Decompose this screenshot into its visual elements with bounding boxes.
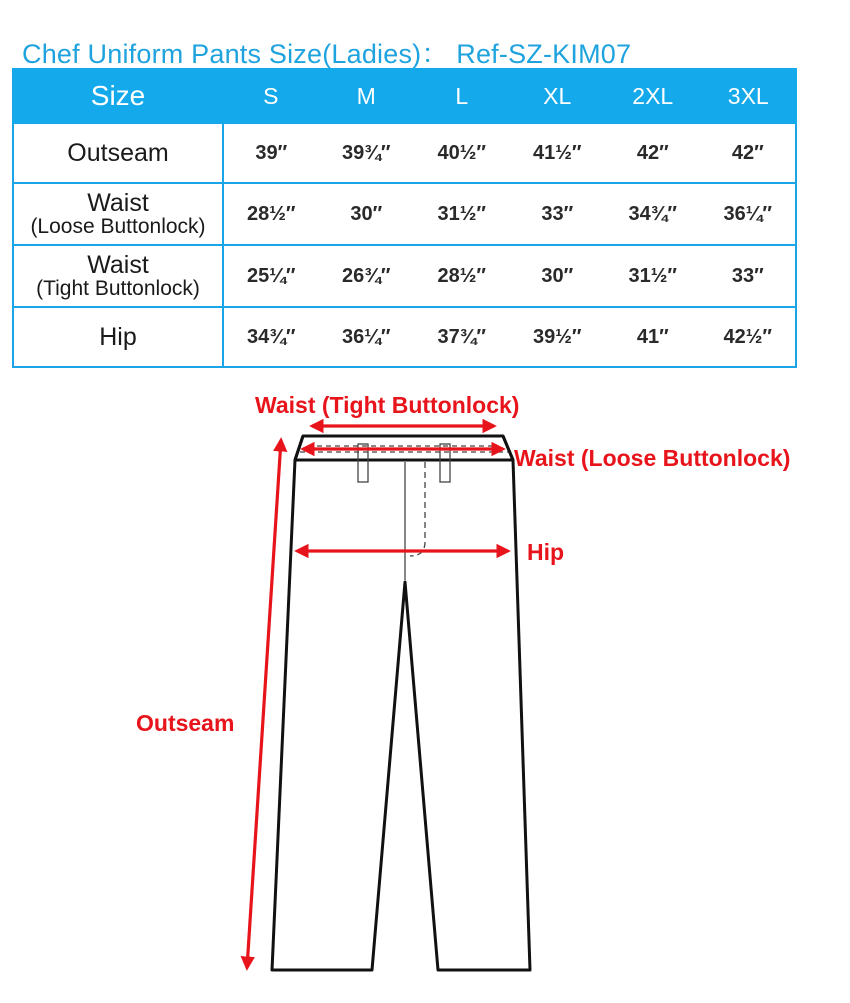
size-col-l: L (414, 69, 510, 123)
table-header-row (13, 69, 796, 123)
size-col-m: M (319, 69, 415, 123)
table-cell: 42½″ (701, 307, 797, 367)
table-cell: 26¾″ (319, 245, 415, 307)
table-row-waist-loose (13, 183, 796, 245)
hip-label: Hip (527, 539, 565, 565)
size-chart-table (12, 68, 797, 368)
row-label (13, 183, 223, 245)
table-cell: 36¼″ (319, 307, 415, 367)
table-cell: 37¾″ (414, 307, 510, 367)
waist-tight-label: Waist (Tight Buttonlock) (255, 392, 520, 418)
size-col-xl: XL (510, 69, 606, 123)
size-col-s: S (223, 69, 319, 123)
size-header: Size (13, 69, 223, 123)
table-cell: 34¾″ (223, 307, 319, 367)
table-cell: 34¾″ (605, 183, 701, 245)
row-label (13, 123, 223, 183)
table-cell: 42″ (605, 123, 701, 183)
row-label-main: Hip (99, 322, 137, 351)
outseam-label: Outseam (136, 710, 235, 736)
table-cell: 41″ (605, 307, 701, 367)
row-label (13, 307, 223, 367)
table-cell: 31½″ (414, 183, 510, 245)
row-label-main: Outseam (67, 138, 169, 167)
row-label (13, 245, 223, 307)
table-row-hip (13, 307, 796, 367)
table-cell: 28½″ (414, 245, 510, 307)
waist-loose-label: Waist (Loose Buttonlock) (514, 445, 791, 471)
table-cell: 31½″ (605, 245, 701, 307)
table-row-outseam (13, 123, 796, 183)
fly-stitch (410, 462, 425, 556)
row-label-main: Waist (87, 188, 149, 217)
table-cell: 33″ (701, 245, 797, 307)
pants-measurement-diagram (0, 380, 850, 1000)
table-row-waist-tight (13, 245, 796, 307)
table-cell: 28½″ (223, 183, 319, 245)
size-col-2xl: 2XL (605, 69, 701, 123)
table-cell: 41½″ (510, 123, 606, 183)
table-cell: 39¾″ (319, 123, 415, 183)
table-cell: 42″ (701, 123, 797, 183)
table-cell: 36¼″ (701, 183, 797, 245)
row-label-sub: (Tight Buttonlock) (36, 277, 200, 301)
table-cell: 25¼″ (223, 245, 319, 307)
table-cell: 30″ (319, 183, 415, 245)
table-cell: 30″ (510, 245, 606, 307)
table-cell: 39½″ (510, 307, 606, 367)
measurement-arrows (247, 426, 508, 968)
table-cell: 40½″ (414, 123, 510, 183)
table-cell: 33″ (510, 183, 606, 245)
pants-icon (272, 436, 530, 970)
size-col-3xl: 3XL (701, 69, 797, 123)
row-label-sub: (Loose Buttonlock) (30, 215, 206, 239)
pants-outline (272, 436, 530, 970)
page-title: Chef Uniform Pants Size(Ladies)： Ref-SZ-KIM07 (22, 39, 632, 69)
table-cell: 39″ (223, 123, 319, 183)
pants-stitching (300, 444, 508, 580)
row-label-main: Waist (87, 250, 149, 279)
